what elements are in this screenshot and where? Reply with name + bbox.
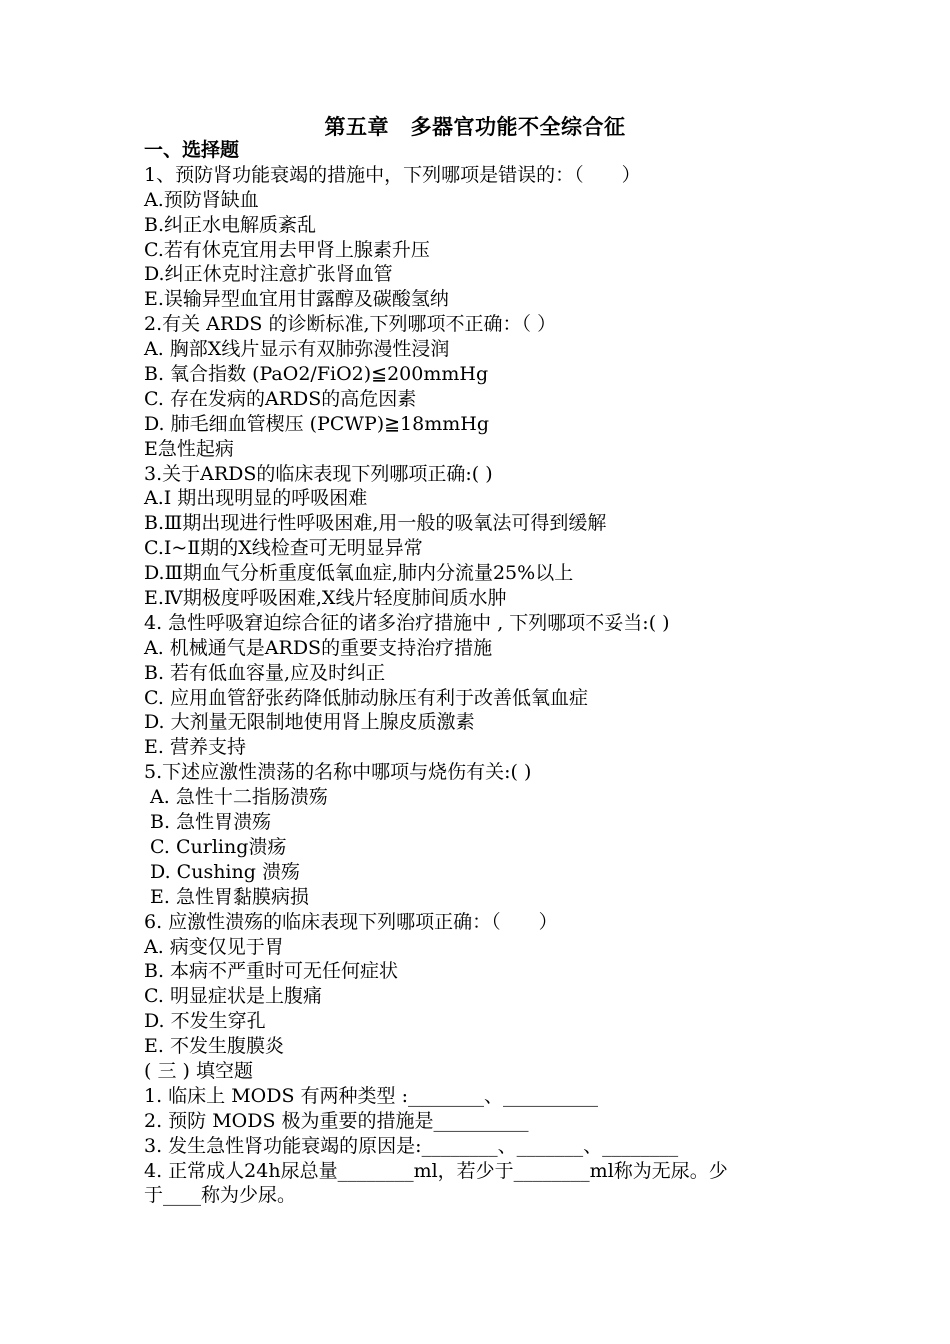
question-4-option-a: A. 机械通气是ARDS的重要支持治疗措施 [144,636,493,659]
question-5-option-b: B. 急性胃溃殇 [144,811,272,834]
question-1: 1、预防肾功能衰竭的措施中，下列哪项是错误的：（ ） [144,163,641,186]
question-5: 5.下述应激性溃荡的名称中哪项与烧伤有关:( ) [144,761,532,784]
question-1-option-b: B.纠正水电解质紊乱 [144,213,317,236]
fill-blank-1: 1. 临床上 MODS 有两种类型 :________、__________ [144,1084,598,1107]
question-3-option-e: E.Ⅳ期极度呼吸困难,X线片轻度肺间质水肿 [144,587,507,610]
question-4-option-d: D. 大剂量无限制地使用肾上腺皮质激素 [144,711,475,734]
chapter-title: 第五章 多器官功能不全综合征 [324,114,626,139]
fill-blank-3: 3. 发生急性肾功能衰竭的原因是:________、_______、________ [144,1134,679,1157]
question-1-option-e: E.误输异型血宜用甘露醇及碳酸氢纳 [144,288,449,311]
section-heading: 一、选择题 [144,139,240,161]
question-4: 4. 急性呼吸窘迫综合征的诸多治疗措施中 , 下列哪项不妥当:( ) [144,611,670,634]
question-1-option-c: C.若有休克宜用去甲肾上腺素升压 [144,238,430,261]
question-6-option-c: C. 明显症状是上腹痛 [144,985,322,1008]
question-2-option-a: A. 胸部X线片显示有双肺弥漫性浸润 [144,338,450,361]
document-body [144,138,834,1208]
question-4-option-e: E. 营养支持 [144,736,246,759]
question-2-option-b: B. 氧合指数 (PaO2/FiO2)≦200mmHg [144,363,489,386]
fill-blank-2: 2. 预防 MODS 极为重要的措施是__________ [144,1109,529,1132]
fill-blank-4-continued: 于____称为少尿。 [144,1184,297,1207]
question-5-option-a: A. 急性十二指肠溃殇 [144,786,328,809]
question-5-option-d: D. Cushing 溃殇 [144,860,300,883]
question-3: 3.关于ARDS的临床表现下列哪项正确:( ) [144,462,493,485]
question-4-option-c: C. 应用血管舒张药降低肺动脉压有利于改善低氧血症 [144,686,588,709]
question-3-option-b: B.Ⅲ期出现进行性呼吸困难,用一般的吸氧法可得到缓解 [144,512,607,535]
question-5-option-e: E. 急性胃黏膜病损 [144,885,309,908]
question-6-option-a: A. 病变仅见于胃 [144,935,284,958]
question-2-option-e: E急性起病 [144,437,234,460]
question-3-option-d: D.Ⅲ期血气分析重度低氧血症,肺内分流量25%以上 [144,562,574,585]
question-1-option-a: A.预防肾缺血 [144,188,259,211]
question-3-option-c: C.I~Ⅱ期的X线检查可无明显异常 [144,537,423,560]
question-2-option-d: D. 肺毛细血管楔压 (PCWP)≧18mmHg [144,412,489,435]
question-2: 2.有关 ARDS 的诊断标准,下列哪项不正确：（ ） [144,313,557,336]
question-6: 6. 应激性溃殇的临床表现下列哪项正确：（ ） [144,910,558,933]
question-4-option-b: B. 若有低血容量,应及时纠正 [144,661,386,684]
question-2-option-c: C. 存在发病的ARDS的高危因素 [144,387,417,410]
question-1-option-d: D.纠正休克时注意扩张肾血管 [144,263,393,286]
question-6-option-b: B. 本病不严重时可无任何症状 [144,960,399,983]
question-6-option-d: D. 不发生穿孔 [144,1010,266,1033]
question-5-option-c: C. Curling溃疡 [144,835,287,858]
fill-blank-4: 4. 正常成人24h尿总量________ml，若少于________ml称为无尿。少 [144,1159,728,1182]
question-6-option-e: E. 不发生腹膜炎 [144,1035,284,1058]
question-3-option-a: A.I 期出现明显的呼吸困难 [144,487,368,510]
fill-blank-heading: ( 三 ) 填空题 [144,1059,253,1082]
